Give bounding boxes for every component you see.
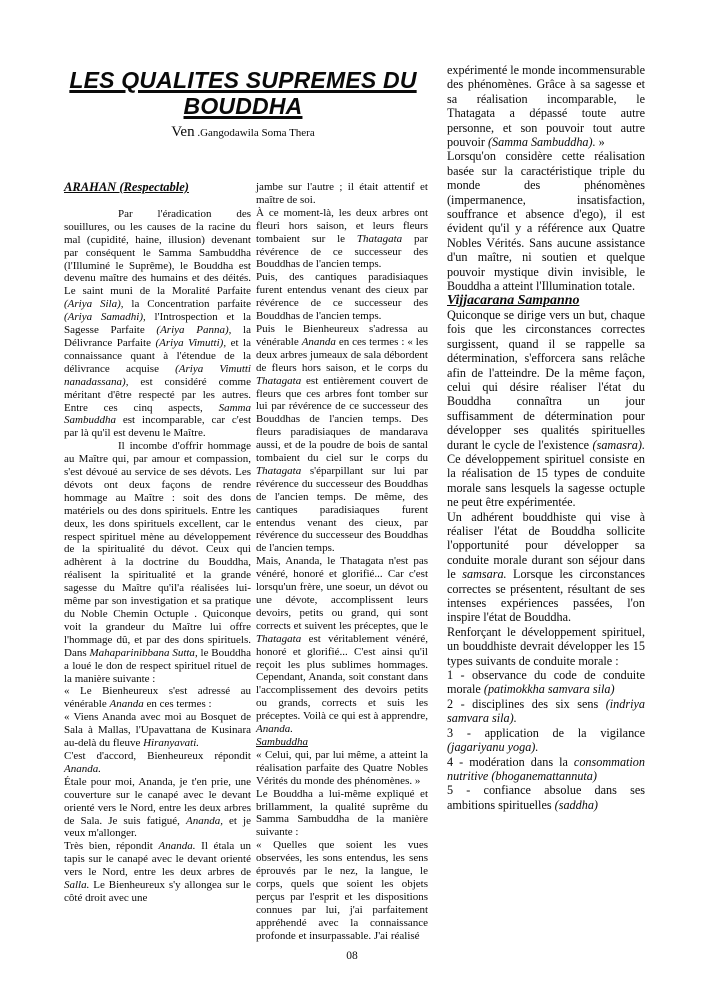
paragraph: Très bien, répondit Ananda. Il étala un tapis sur le canapé avec le devant orienté vers le Nord, entre les deux arbres de Salla. Le Bienheureux s'y allongea sur le côté droit avec une	[64, 840, 251, 904]
paragraph: 3 - application de la vigilance (jagariyanu yoga).	[447, 725, 645, 755]
paragraph: expérimenté le monde incommensurable des phénomènes. Grâce à sa sagesse et sa réalisation incomparable, le Thatagata a dépassé toute autre personne, et son pouvoir tout autre pouvoir (Samma Sambuddha). »	[447, 63, 645, 150]
paragraph: Quiconque se dirige vers un but, chaque fois que les circonstances correctes surgissent, quand il se rappelle sa détermination, s'efforcera sans relâche afin de l'atteindre. De la même façon, celui qui désire réaliser l'état du Bouddha connaîtra un jour suffisamment de détermination pour développer ses qualités spirituelles durant le cycle de l'existence (samasra). Ce développement spirituel consiste en la réalisation de 15 types de conduite morale sans lesquels la sagesse octuple ne peut être expérimentée.	[447, 307, 645, 510]
column-middle	[256, 181, 428, 942]
paragraph: Le Bouddha a lui-même expliqué et brillamment, la qualité suprême du Samma Sambuddha de la manière suivante :	[256, 787, 428, 839]
paragraph: « Celui, qui, par lui même, a atteint la réalisation parfaite des Quatre Nobles Vérités du monde des phénomènes. »	[256, 748, 428, 787]
section-heading: ARAHAN (Respectable)	[64, 180, 189, 194]
byline-honorific: Ven	[171, 123, 195, 140]
page-number: 08	[346, 950, 358, 962]
paragraph: Puis le Bienheureux s'adressa au vénérable Ananda en ces termes : « les deux arbres jumeaux de sala débordent de fleurs hors saison, et le corps du Thatagata est entièrement couvert de fleurs que ces arbres font tomber sur lui par révérence de ce successeur des Bouddhas de l'ancien temps. Des fleurs paradisiaques de mandarava aussi, et de la poudre de bois de santal tombaient du ciel sur le corps du Thatagata s'éparpillant sur lui par révérence du successeur des Bouddhas de l'ancien temps. De même, des cantiques paradisiaques furent entendus venant des cieux, par révérence du successeur des Bouddhas de l'ancien temps.	[256, 322, 429, 555]
article-title-block	[64, 68, 422, 141]
paragraph: C'est d'accord, Bienheureux répondit Ananda.	[64, 749, 251, 775]
paragraph: Renforçant le développement spirituel, un bouddhiste devrait développer les 15 types suivants de conduite morale :	[447, 624, 645, 668]
article-title-line-1: LES QUALITES SUPREMES DU	[69, 67, 417, 93]
byline	[64, 123, 422, 141]
paragraph: À ce moment-là, les deux arbres ont fleuri hors saison, et leurs fleurs tombaient sur le Thatagata par révérence de ce successeur des Bouddhas de l'ancien temps.	[256, 206, 429, 271]
paragraph: Il incombe d'offrir hommage au Maître qui, par amour et compassion, s'est dévoué au service de ses dévots. Les dévots ont deux façons de rendre hommage au Maître : soit des dons matériels ou des dons spirituels. Entre les deux, les dons spirituels excellent, car le respect spirituel mène au développement de la spiritualité du dévot. Ceux qui adhèrent à la doctrine du Bouddha, réalisent la spiritualité et la grande sagesse du Maître qu'il'a réalisées lui-même par son investigation et sa pratique du Noble Chemin Octuple . Quiconque voit la grandeur du Maître lui offre l'hommage dû, et par des dons spirituels. Dans Mahaparinibbana Sutta, le Bouddha a loué le don de respect spirituel rituel de la manière suivante :	[64, 440, 251, 685]
column-left	[64, 181, 251, 905]
byline-author-name: .Gangodawila Soma Thera	[194, 126, 315, 139]
article-title-line-2: BOUDDHA	[183, 92, 303, 119]
paragraph: Étale pour moi, Ananda, je t'en prie, une couverture sur le canapé avec le devant orienté vers le Nord, entre les deux arbres de Sala. Je suis fatigué, Ananda, et je veux m'allonger.	[64, 775, 251, 840]
paragraph: jambe sur l'autre ; il était attentif et maître de soi.	[256, 181, 428, 206]
section-heading: Sambuddha	[256, 735, 308, 748]
paragraph: 1 - observance du code de conduite morale (patimokkha samvara sila)	[447, 668, 645, 697]
paragraph: Un adhérent bouddhiste qui vise à réaliser l'état de Bouddha sollicite l'opportunité pour développer sa conduite morale durant son séjour dans le samsara. Lorsque les circonstances correctes se présentent, résultant de ses intenses expériences passées, l'on inspire l'état de Bouddha.	[447, 509, 646, 625]
paragraph: Par l'éradication des souillures, ou les causes de la racine du mal (cupidité, haine, illusion) devenant par conséquent le Samma Sambuddha (l'Illuminé le Suprême), le Bouddha est devenu maître des humains et des déités. Le saint muni de la Moralité Parfaite (Ariya Sila), la Concentration parfaite (Ariya Samadhi), l'Introspection et la Sagesse Parfaite (Ariya Panna), la Délivrance Parfaite (Ariya Vimutti), et la connaissance quant à l'étendue de la délivrance acquise (Ariya Vimutti nanadassana), est considéré comme méritant d'être respecté par les autres. Entre ces cinq aspects, Samma Sambuddha est incomparable, car c'est par là qu'il est devenu le Maître.	[64, 207, 251, 440]
paragraph: Mais, Ananda, le Thatagata n'est pas vénéré, honoré et glorifié... Car c'est lorsqu'un frère, une soeur, un dévot ou une dévote, accomplissent leurs devoirs, petits ou grand, qui sont corrects et suivent les préceptes, que le Thatagata est véritablement vénéré, honoré et glorifié... C'est ainsi qu'il reçoit les plus sublimes hommages. Cependant, Ananda, soit constant dans l'accomplissement des devoirs petits ou grands, corrects et suis les préceptes. Voilà ce qui est à apprendre, Ananda.	[256, 555, 428, 736]
paragraph: 5 - confiance absolue dans ses ambitions spirituelles (saddha)	[447, 783, 645, 812]
paragraph: 2 - disciplines des six sens (indriya samvara sila).	[447, 696, 645, 726]
section-heading: Vijjacarana Sampanno	[447, 292, 580, 308]
paragraph: Lorsqu'on considère cette réalisation basée sur la caractéristique triple du monde des phénomènes (impermanence, insatisfaction, souffrance et absence d'ego), il est évident qu'il y a référence aux Quatre Nobles Vérités. Sans aucune assistance d'un maître, ni soutien et quelque pouvoir mystique divin invisible, le Bouddha a atteint l'Illumination totale.	[447, 149, 645, 294]
paragraph: « Le Bienheureux s'est adressé au vénérable Ananda en ces termes :	[64, 685, 251, 711]
column-right	[447, 63, 645, 812]
paragraph: « Viens Ananda avec moi au Bosquet de Sala à Mallas, l'Upavattana de Kusinara au-delà du fleuve Hiranyavati.	[64, 711, 251, 750]
paragraph: 4 - modération dans la consommation nutritive (bhoganemattannuta)	[447, 754, 645, 783]
paragraph: « Quelles que soient les vues observées, les sons entendus, les sens éprouvés par le nez, la langue, le corps, quels que soient les objets perçus par l'esprit et les dispositions connues par lui, j'ai parfaitement appréhendé avec la connaissance profonde et insurpassable. J'ai réalisé	[256, 839, 428, 942]
paragraph: Puis, des cantiques paradisiaques furent entendus venant des cieux par révérence de ce successeur des Bouddhas de l'ancien temps.	[256, 271, 428, 323]
